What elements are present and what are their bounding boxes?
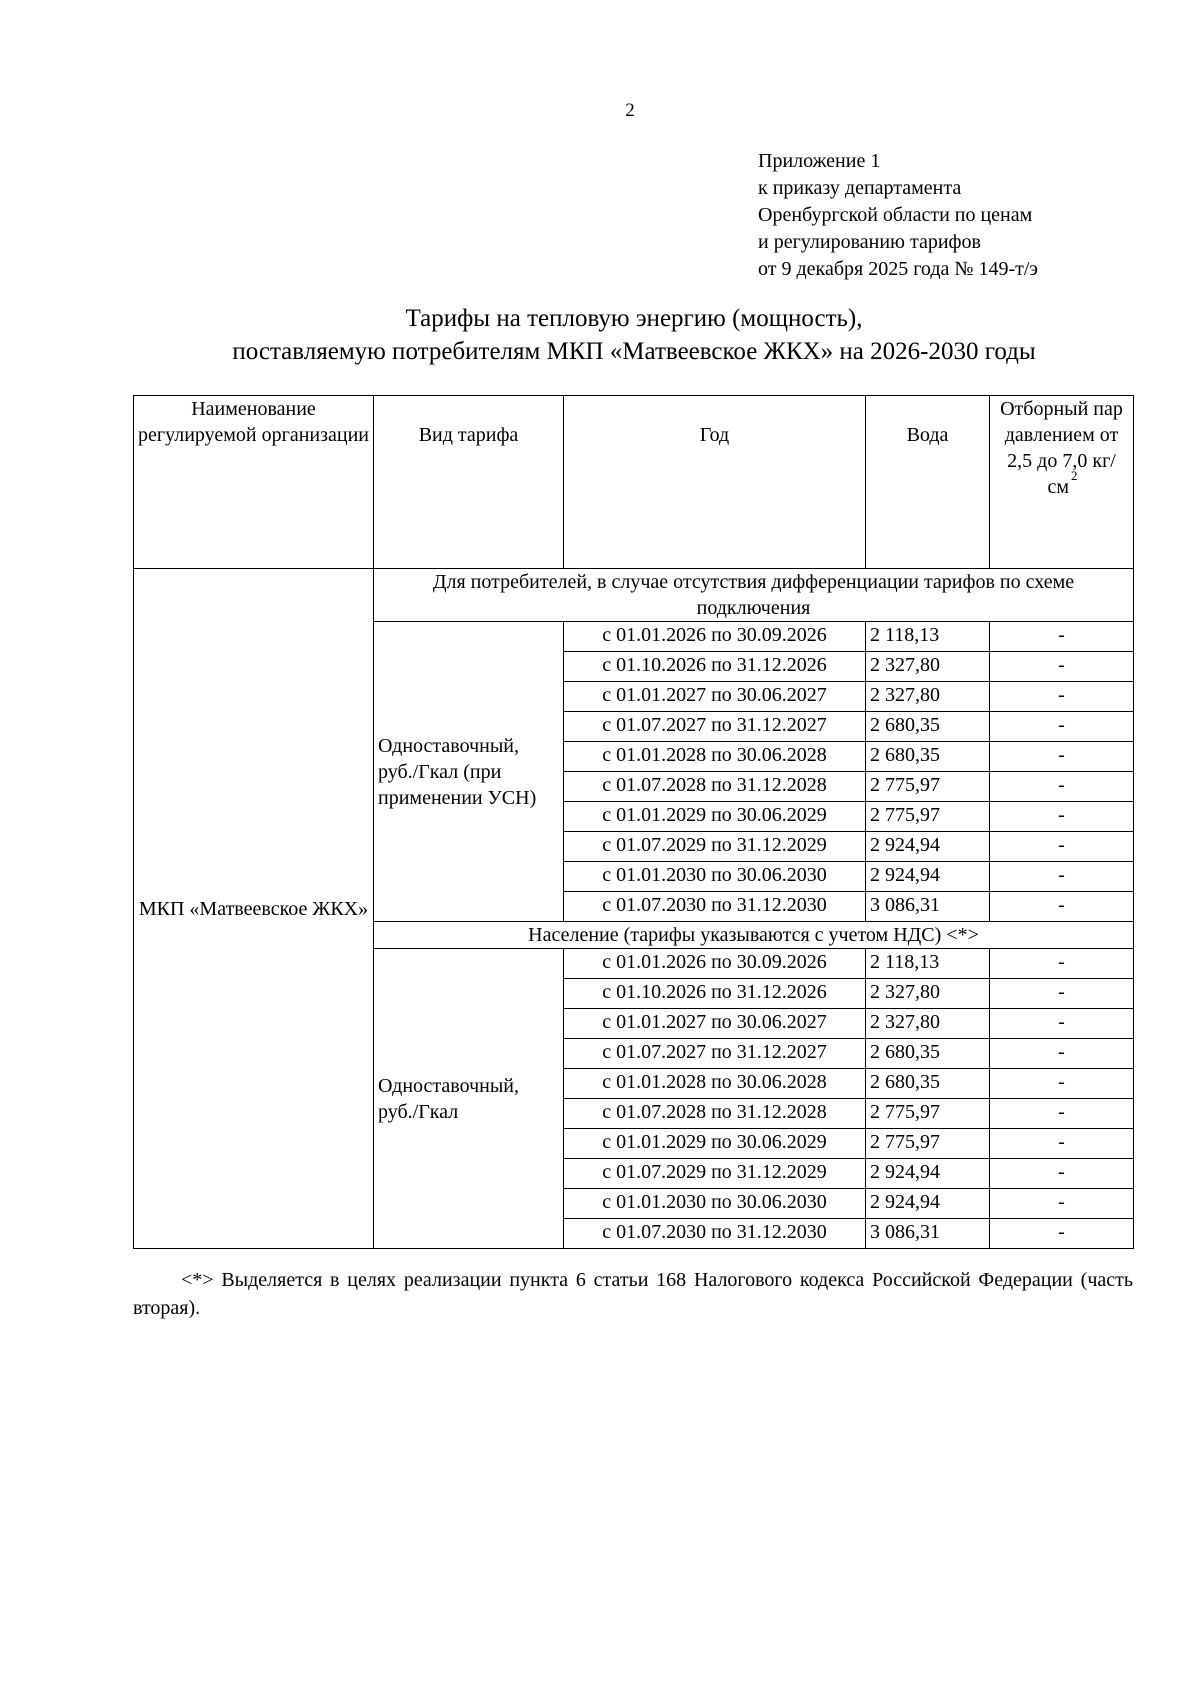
steam-tariff-cell: - bbox=[990, 772, 1134, 802]
section-header-row bbox=[134, 569, 1134, 622]
water-tariff-cell: 2 924,94 bbox=[866, 862, 990, 892]
water-tariff-cell: 2 924,94 bbox=[866, 832, 990, 862]
water-tariff-cell: 2 118,13 bbox=[866, 949, 990, 979]
period-cell: с 01.01.2027 по 30.06.2027 bbox=[564, 682, 866, 712]
period-cell: с 01.01.2026 по 30.09.2026 bbox=[564, 622, 866, 652]
water-tariff-cell: 2 327,80 bbox=[866, 682, 990, 712]
steam-tariff-cell: - bbox=[990, 1159, 1134, 1189]
tariff-table bbox=[133, 395, 1134, 1249]
period-cell: с 01.07.2030 по 31.12.2030 bbox=[564, 892, 866, 922]
title-line: поставляемую потребителям МКП «Матвеевское ЖКХ» на 2026-2030 годы bbox=[232, 338, 1036, 365]
water-tariff-cell: 3 086,31 bbox=[866, 892, 990, 922]
period-cell: с 01.07.2030 по 31.12.2030 bbox=[564, 1219, 866, 1249]
period-cell: с 01.01.2029 по 30.06.2029 bbox=[564, 802, 866, 832]
period-cell: с 01.01.2027 по 30.06.2027 bbox=[564, 1009, 866, 1039]
steam-tariff-cell: - bbox=[990, 979, 1134, 1009]
steam-tariff-cell: - bbox=[990, 682, 1134, 712]
steam-tariff-cell: - bbox=[990, 1219, 1134, 1249]
water-tariff-cell: 2 775,97 bbox=[866, 1099, 990, 1129]
steam-tariff-cell: - bbox=[990, 1069, 1134, 1099]
water-tariff-cell: 2 680,35 bbox=[866, 742, 990, 772]
header-org: Наименование регулируемой организации bbox=[134, 396, 374, 569]
water-tariff-cell: 2 327,80 bbox=[866, 652, 990, 682]
water-tariff-cell: 2 680,35 bbox=[866, 1039, 990, 1069]
steam-tariff-cell: - bbox=[990, 802, 1134, 832]
steam-tariff-cell: - bbox=[990, 949, 1134, 979]
footnote: <*> Выделяется в целях реализации пункта 6 статьи 168 Налогового кодекса Российской Федерации (часть вторая). bbox=[133, 1269, 1133, 1319]
header-water: Вода bbox=[866, 396, 990, 569]
water-tariff-cell: 2 924,94 bbox=[866, 1189, 990, 1219]
water-tariff-cell: 2 775,97 bbox=[866, 772, 990, 802]
steam-tariff-cell: - bbox=[990, 1129, 1134, 1159]
period-cell: с 01.01.2028 по 30.06.2028 bbox=[564, 1069, 866, 1099]
period-cell: с 01.07.2027 по 31.12.2027 bbox=[564, 1039, 866, 1069]
section-title: Для потребителей, в случае отсутствия дифференциации тарифов по схеме подключения bbox=[374, 569, 1134, 622]
water-tariff-cell: 2 118,13 bbox=[866, 622, 990, 652]
water-tariff-cell: 3 086,31 bbox=[866, 1219, 990, 1249]
steam-tariff-cell: - bbox=[990, 742, 1134, 772]
water-tariff-cell: 2 327,80 bbox=[866, 979, 990, 1009]
page-number: 2 bbox=[625, 100, 635, 121]
water-tariff-cell: 2 327,80 bbox=[866, 1009, 990, 1039]
steam-tariff-cell: - bbox=[990, 892, 1134, 922]
water-tariff-cell: 2 775,97 bbox=[866, 802, 990, 832]
steam-tariff-cell: - bbox=[990, 1039, 1134, 1069]
period-cell: с 01.01.2030 по 30.06.2030 bbox=[564, 1189, 866, 1219]
title-line: Тарифы на тепловую энергию (мощность), bbox=[405, 305, 863, 332]
period-cell: с 01.01.2030 по 30.06.2030 bbox=[564, 862, 866, 892]
period-cell: с 01.01.2028 по 30.06.2028 bbox=[564, 742, 866, 772]
appendix-line: и регулированию тарифов bbox=[758, 231, 981, 253]
water-tariff-cell: 2 775,97 bbox=[866, 1129, 990, 1159]
table-header-row bbox=[134, 396, 1134, 569]
water-tariff-cell: 2 680,35 bbox=[866, 1069, 990, 1099]
steam-tariff-cell: - bbox=[990, 862, 1134, 892]
tariff-type-cell: Одноставочный, руб./Гкал (при применении УСН) bbox=[374, 622, 564, 922]
period-cell: с 01.07.2027 по 31.12.2027 bbox=[564, 712, 866, 742]
period-cell: с 01.01.2029 по 30.06.2029 bbox=[564, 1129, 866, 1159]
steam-tariff-cell: - bbox=[990, 1009, 1134, 1039]
header-steam-superscript: 2 bbox=[1071, 468, 1078, 483]
period-cell: с 01.07.2029 по 31.12.2029 bbox=[564, 1159, 866, 1189]
period-cell: с 01.07.2028 по 31.12.2028 bbox=[564, 772, 866, 802]
appendix-block bbox=[758, 148, 1038, 283]
steam-tariff-cell: - bbox=[990, 712, 1134, 742]
header-steam-text: Отборный пар давлением от 2,5 до 7,0 кг/см bbox=[1000, 398, 1123, 498]
appendix-line: Оренбургской области по ценам bbox=[758, 204, 1033, 226]
period-cell: с 01.10.2026 по 31.12.2026 bbox=[564, 652, 866, 682]
steam-tariff-cell: - bbox=[990, 622, 1134, 652]
steam-tariff-cell: - bbox=[990, 832, 1134, 862]
period-cell: с 01.07.2029 по 31.12.2029 bbox=[564, 832, 866, 862]
appendix-line: от 9 декабря 2025 года № 149-т/э bbox=[758, 258, 1038, 280]
water-tariff-cell: 2 924,94 bbox=[866, 1159, 990, 1189]
tariff-type-cell: Одноставочный, руб./Гкал bbox=[374, 949, 564, 1249]
section-title: Население (тарифы указываются с учетом НДС) <*> bbox=[374, 922, 1134, 949]
appendix-line: Приложение 1 bbox=[758, 150, 881, 172]
water-tariff-cell: 2 680,35 bbox=[866, 712, 990, 742]
document-title bbox=[134, 302, 1134, 368]
appendix-line: к приказу департамента bbox=[758, 177, 962, 199]
header-tariff-type: Вид тарифа bbox=[374, 396, 564, 569]
steam-tariff-cell: - bbox=[990, 652, 1134, 682]
steam-tariff-cell: - bbox=[990, 1189, 1134, 1219]
header-steam bbox=[990, 396, 1134, 569]
header-year: Год bbox=[564, 396, 866, 569]
organization-name: МКП «Матвеевское ЖКХ» bbox=[134, 569, 374, 1249]
steam-tariff-cell: - bbox=[990, 1099, 1134, 1129]
period-cell: с 01.07.2028 по 31.12.2028 bbox=[564, 1099, 866, 1129]
period-cell: с 01.01.2026 по 30.09.2026 bbox=[564, 949, 866, 979]
period-cell: с 01.10.2026 по 31.12.2026 bbox=[564, 979, 866, 1009]
